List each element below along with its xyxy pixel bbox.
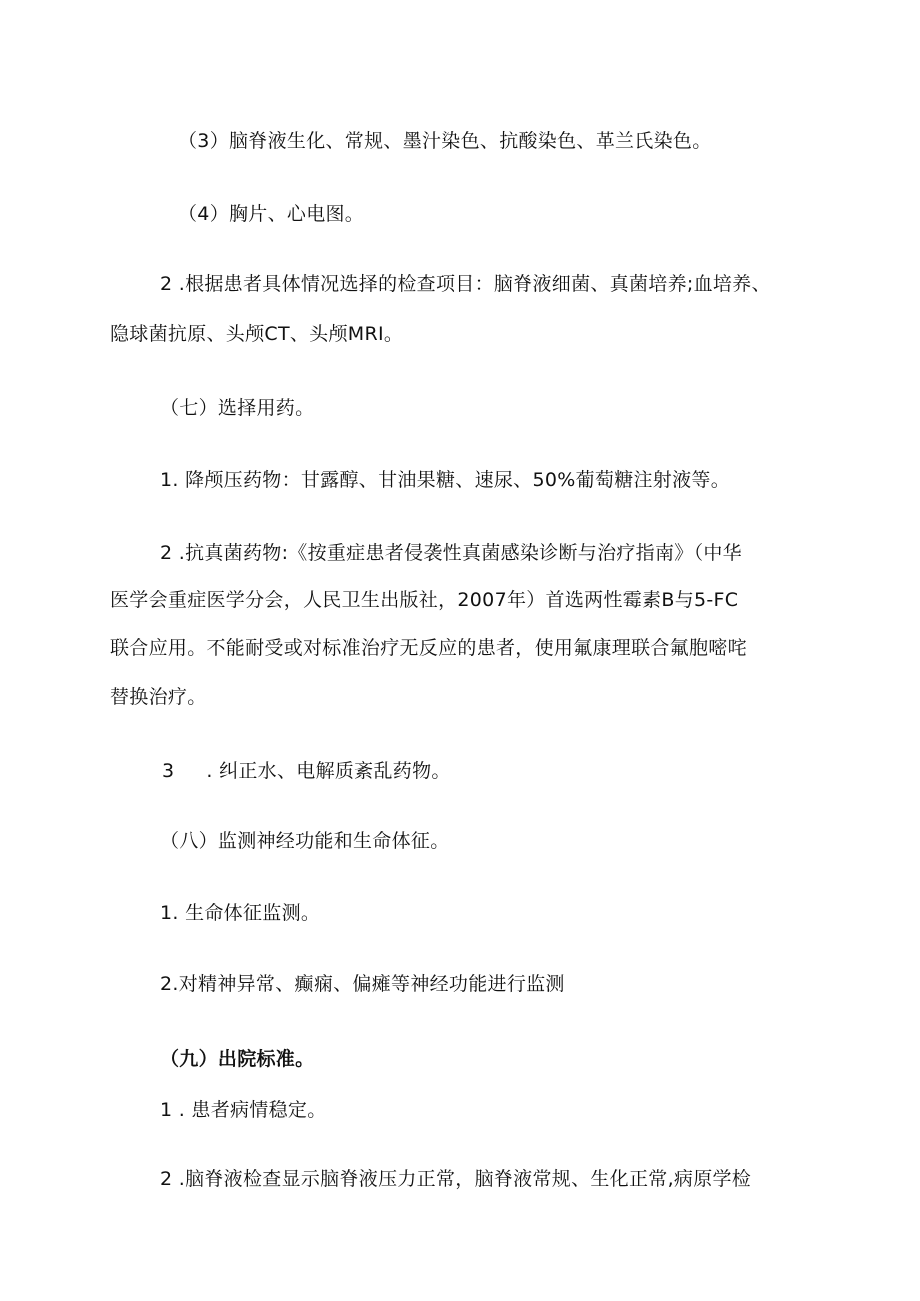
section-heading-monitoring: （八）监测神经功能和生命体征。 xyxy=(160,830,450,852)
paragraph-exam-chest: （4）胸片、心电图。 xyxy=(178,203,365,225)
paragraph-antifungal-line2: 医学会重症医学分会，人民卫生出版社，2007年）首选两性霉素B与5-FC xyxy=(110,589,739,611)
paragraph-antifungal-line3: 联合应用。不能耐受或对标准治疗无反应的患者，使用氟康理联合氟胞嘧咤 xyxy=(110,637,747,659)
paragraph-stable: 1 . 患者病情稳定。 xyxy=(160,1099,327,1121)
section-heading-medication: （七）选择用药。 xyxy=(160,397,315,419)
paragraph-antifungal-line4: 替换治疗。 xyxy=(110,686,207,708)
paragraph-optional-exams-line1: 2 .根据患者具体情况选择的检查项目：脑脊液细菌、真菌培养;血培养、 xyxy=(160,273,771,295)
paragraph-icp-drugs: 1. 降颅压药物：甘露醇、甘油果糖、速尿、50%葡萄糖注射液等。 xyxy=(160,469,730,491)
paragraph-electrolyte xyxy=(162,758,451,784)
list-text: . 纠正水、电解质紊乱药物。 xyxy=(206,760,451,782)
paragraph-vital-signs: 1. 生命体征监测。 xyxy=(160,902,321,924)
paragraph-exam-csf: （3）脑脊液生化、常规、墨汁染色、抗酸染色、革兰氏染色。 xyxy=(178,130,712,152)
list-number: 3 xyxy=(162,760,175,782)
paragraph-neuro-monitoring: 2.对精神异常、癫痫、偏瘫等神经功能进行监测 xyxy=(160,973,565,995)
section-heading-discharge: （九）出院标准。 xyxy=(160,1048,315,1070)
paragraph-antifungal-line1: 2 .抗真菌药物:《按重症患者侵袭性真菌感染诊断与治疗指南》（中华 xyxy=(160,542,742,564)
paragraph-csf-normal: 2 .脑脊液检查显示脑脊液压力正常，脑脊液常规、生化正常,病原学检 xyxy=(160,1168,752,1190)
paragraph-optional-exams-line2: 隐球菌抗原、头颅CT、头颅MRI。 xyxy=(110,323,404,345)
